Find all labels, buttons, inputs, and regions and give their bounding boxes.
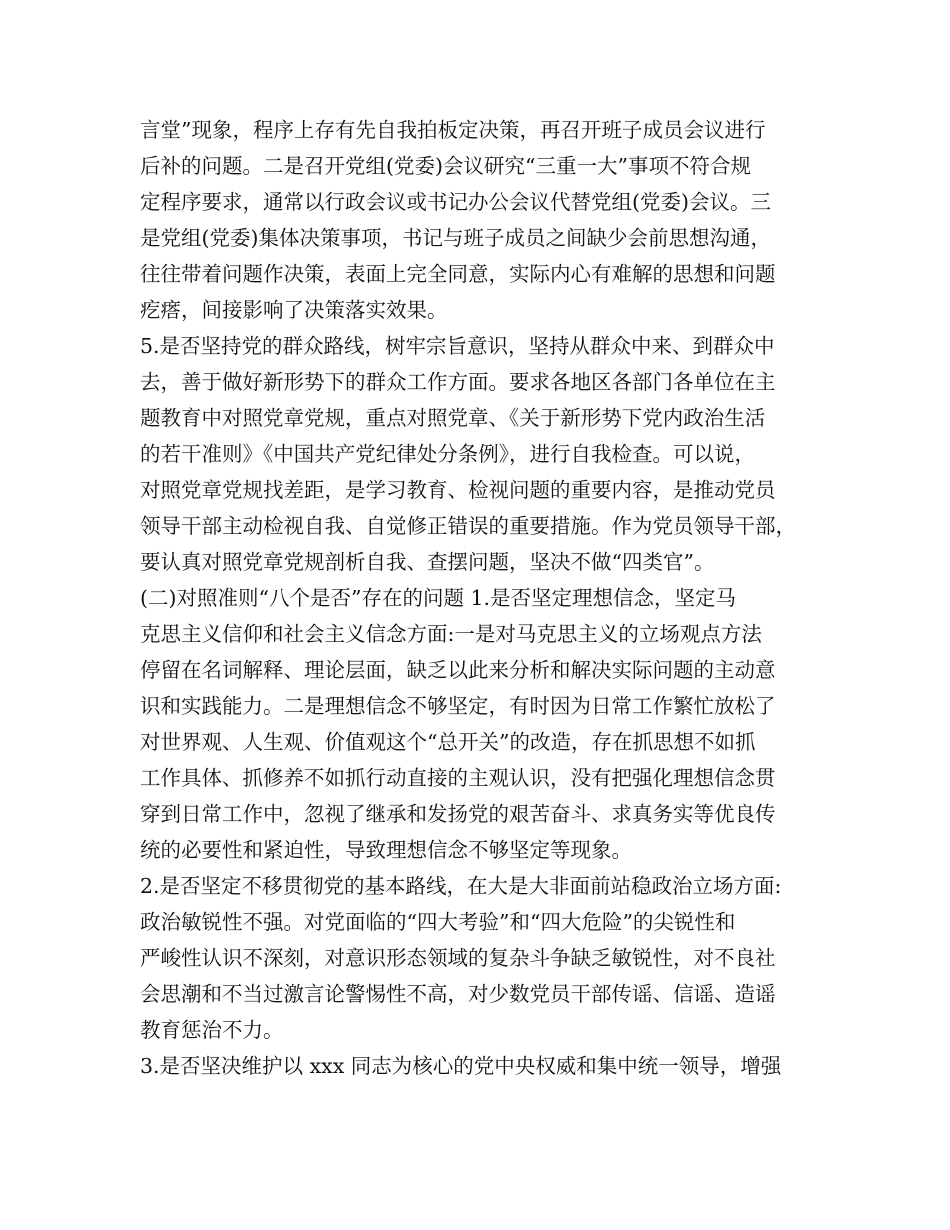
text-line: 工作具体、抓修养不如抓行动直接的主观认识，没有把强化理想信念贯 (140, 766, 776, 790)
text-line: 言堂”现象，程序上存有先自我拍板定决策，再召开班子成员会议进行 (140, 118, 766, 142)
text-line: 去，善于做好新形势下的群众工作方面。要求各地区各部门各单位在主 (140, 370, 776, 394)
text-line: 停留在名词解释、理论层面，缺乏以此来分析和解决实际问题的主动意 (140, 658, 776, 682)
text-line: 疙瘩，间接影响了决策落实效果。 (140, 298, 448, 322)
text-line: 的若干准则》《中国共产党纪律处分条例》，进行自我检查。可以说， (140, 442, 755, 466)
text-line: 定程序要求，通常以行政会议或书记办公会议代替党组(党委)会议。三 (140, 190, 771, 214)
text-line: 对世界观、人生观、价值观这个“总开关”的改造，存在抓思想不如抓 (140, 730, 756, 754)
text-line: 5.是否坚持党的群众路线，树牢宗旨意识，坚持从群众中来、到群众中 (140, 334, 775, 358)
text-line: 对照党章党规找差距，是学习教育、检视问题的重要内容，是推动党员 (140, 478, 776, 502)
text-line: 克思主义信仰和社会主义信念方面:一是对马克思主义的立场观点方法 (140, 622, 762, 646)
text-line: 后补的问题。二是召开党组(党委)会议研究“三重一大”事项不符合规 (140, 154, 751, 178)
document-body (140, 112, 820, 1084)
text-line: 穿到日常工作中，忽视了继承和发扬党的艰苦奋斗、求真务实等优良传 (140, 802, 776, 826)
text-line: 严峻性认识不深刻，对意识形态领域的复杂斗争缺乏敏锐性，对不良社 (140, 946, 776, 970)
text-line: 会思潮和不当过激言论警惕性不高，对少数党员干部传谣、信谣、造谣 (140, 982, 776, 1006)
text-line: (二)对照准则“八个是否”存在的问题 1.是否坚定理想信念，坚定马 (140, 586, 737, 610)
text-line: 3.是否坚决维护以 xxx 同志为核心的党中央权威和集中统一领导，增强 (140, 1054, 782, 1078)
text-line: 教育惩治不力。 (140, 1018, 284, 1042)
text-line: 领导干部主动检视自我、自觉修正错误的重要措施。作为党员领导干部， (140, 514, 796, 538)
text-line: 统的必要性和紧迫性，导致理想信念不够坚定等现象。 (140, 838, 632, 862)
text-line: 题教育中对照党章党规，重点对照党章、《关于新形势下党内政治生活 (140, 406, 766, 430)
text-line: 识和实践能力。二是理想信念不够坚定，有时因为日常工作繁忙放松了 (140, 694, 776, 718)
text-line: 是党组(党委)集体决策事项，书记与班子成员之间缺少会前思想沟通， (140, 226, 771, 250)
text-line: 要认真对照党章党规剖析自我、查摆问题，坚决不做“四类官”。 (140, 550, 715, 574)
text-line: 2.是否坚定不移贯彻党的基本路线，在大是大非面前站稳政治立场方面: (140, 874, 782, 898)
text-line: 政治敏锐性不强。对党面临的“四大考验”和“四大危险”的尖锐性和 (140, 910, 736, 934)
text-line: 往往带着问题作决策，表面上完全同意，实际内心有难解的思想和问题 (140, 262, 776, 286)
